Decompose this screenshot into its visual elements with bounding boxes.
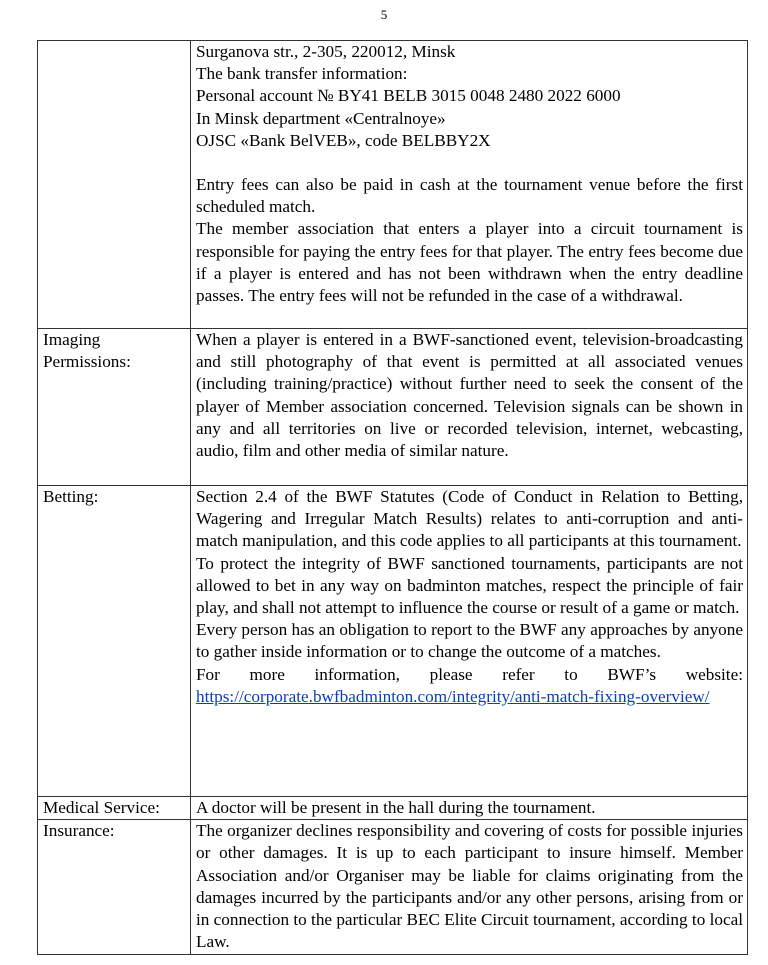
paragraph-spacer xyxy=(196,152,743,174)
table-row-payment xyxy=(38,41,748,329)
table-row-imaging xyxy=(38,329,748,486)
bank-transfer-heading: The bank transfer information: xyxy=(196,64,408,84)
table-row-insurance xyxy=(38,820,748,955)
more-info-paragraph xyxy=(196,664,743,708)
betting-integrity-paragraph: To protect the integrity of BWF sanctioned tournaments, participants are not allowed to bet in any way on badminton matches, respect the principle of fair play, and shall not attempt to influence the course or result of a game or match. xyxy=(196,553,743,618)
page-number: 5 xyxy=(380,7,388,22)
more-info-text: For more information, please refer to BWF’s website: xyxy=(196,664,743,684)
imaging-text: When a player is entered in a BWF-sanctioned event, television-broadcasting and still photography of that event is permitted at all associated venues (including training/practice) without further need to seek the consent of the player of Member association concerned. Television signals can be shown in any and all territories on live or recorded television, internet, webcasting, audio, film and other media of similar nature. xyxy=(191,329,748,486)
address-line: Surganova str., 2-305, 220012, Minsk xyxy=(196,42,456,61)
table-row-betting xyxy=(38,486,748,797)
regulations-table xyxy=(37,40,748,955)
bank-department-line: In Minsk department «Centralnoye» xyxy=(196,108,446,128)
row-label-imaging: Imaging Permissions: xyxy=(38,329,191,486)
table-row-medical xyxy=(38,797,748,820)
betting-reporting-paragraph: Every person has an obligation to report to the BWF any approaches by anyone to gather inside information or to change the outcome of a matches. xyxy=(196,620,743,662)
row-label-insurance: Insurance: xyxy=(38,820,191,955)
bank-account-line: Personal account № BY41 BELB 3015 0048 2480 2022 6000 xyxy=(196,86,621,106)
bank-name-line: OJSC «Bank BelVEB», code BELBBY2X xyxy=(196,130,491,150)
bwf-integrity-link[interactable]: https://corporate.bwfbadminton.com/integrity/anti-match-fixing-overview/ xyxy=(196,686,710,706)
row-label-medical: Medical Service: xyxy=(38,797,191,820)
entry-fees-paragraph: The member association that enters a player into a circuit tournament is responsible for paying the entry fees for that player. The entry fees become due if a player is entered and has not been withdrawn when the entry deadline passes. The entry fees will not be refunded in the case of a withdrawal. xyxy=(196,219,743,306)
insurance-text: The organizer declines responsibility and covering of costs for possible injuries or other damages. It is up to each participant to insure himself. Member Association and/or Organiser may be liable for claims originating from the damages incurred by the participants and/or any other persons, arising from or in connection to the particular BEC Elite Circuit tournament, according to local Law. xyxy=(191,820,748,955)
row-label-betting: Betting: xyxy=(38,486,191,797)
betting-statutes-paragraph: Section 2.4 of the BWF Statutes (Code of Conduct in Relation to Betting, Wagering and Irregular Match Results) relates to anti-corruption and anti-match manipulation, and this code applies to all participants at this tournament. xyxy=(196,487,743,551)
medical-text: A doctor will be present in the hall during the tournament. xyxy=(191,797,748,820)
cash-payment-paragraph: Entry fees can also be paid in cash at the tournament venue before the first scheduled match. xyxy=(196,175,743,217)
betting-content xyxy=(191,486,748,797)
payment-content xyxy=(191,41,748,329)
row-label-payment xyxy=(38,41,191,329)
